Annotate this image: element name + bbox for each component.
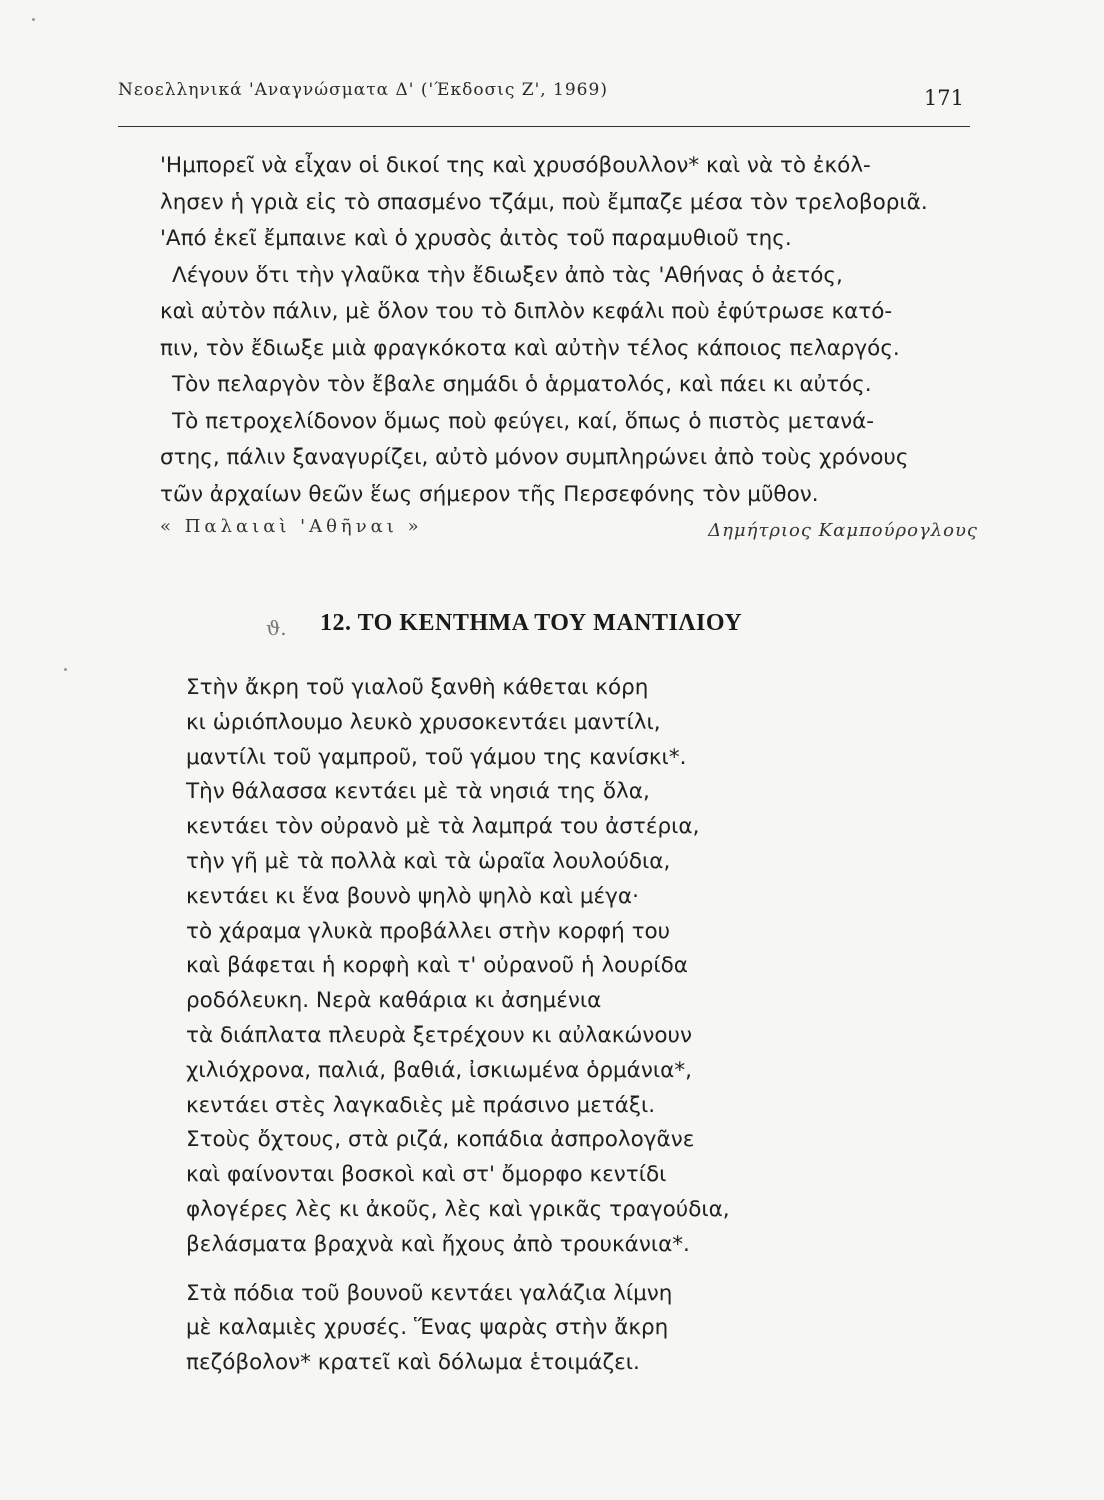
page-number: 171 [923, 86, 964, 110]
poem-verse: μὲ καλαμιὲς χρυσές. Ἕνας ψαρὰς στὴν ἄκρη [186, 1315, 669, 1341]
poem-verse: κεντάει κι ἕνα βουνὸ ψηλὸ ψηλὸ καὶ μέγα· [186, 883, 639, 909]
poem-verse: βελάσματα βραχνὰ καὶ ἤχους ἀπὸ τρουκάνια*. [186, 1231, 690, 1257]
prose-line: πιν, τὸν ἔδιωξε μιὰ φραγκόκοτα καὶ αὐτὴν τέλος κάποιος πελαργός. [160, 335, 900, 361]
page-header [118, 72, 970, 127]
poem-verse: κεντάει στὲς λαγκαδιὲς μὲ πράσινο μετάξι. [186, 1092, 656, 1118]
poem-verse: καὶ φαίνονται βοσκοὶ καὶ στ' ὄμορφο κεντίδι [186, 1162, 667, 1188]
prose-line: λησεν ἡ γριὰ εἰς τὸ σπασμένο τζάμι, ποὺ ἔμπαζε μέσα τὸν τρελοβοριᾶ. [160, 189, 928, 215]
source-citation [160, 516, 990, 546]
prose-line: Τὸ πετροχελίδονον ὅμως ποὺ φεύγει, καί, ὅπως ὁ πιστὸς μετανά- [172, 408, 875, 434]
prose-line: 'Ημπορεῖ νὰ εἶχαν οἱ δικοί της καὶ χρυσόβουλλον* καὶ νὰ τὸ ἐκόλ- [160, 153, 871, 178]
prose-line: Λέγουν ὅτι τὴν γλαῦκα τὴν ἔδιωξεν ἀπὸ τὰς 'Αθήνας ὁ ἀετός, [172, 262, 843, 288]
prose-line: τῶν ἀρχαίων θεῶν ἕως σήμερον τῆς Περσεφόνης τὸν μῦθον. [160, 481, 819, 507]
prose-line: 'Από ἐκεῖ ἔμπαινε καὶ ὁ χρυσὸς ἀιτὸς τοῦ παραμυθιοῦ της. [160, 226, 792, 251]
poem-verse: τὰ διάπλατα πλευρὰ ξετρέχουν κι αὐλακώνουν [186, 1022, 692, 1048]
prose-passage [160, 148, 990, 513]
poem-verse: ροδόλευκη. Νερὰ καθάρια κι ἀσημένια [186, 988, 602, 1014]
prose-line: στης, πάλιν ξαναγυρίζει, αὐτὸ μόνον συμπληρώνει ἀπὸ τοὺς χρόνους [160, 445, 909, 470]
running-title: Νεοελληνικά 'Αναγνώσματα Δ' ('Έκδοσις Ζ', 1969) [118, 80, 608, 100]
poem-verse: πεζόβολον* κρατεῖ καὶ δόλωμα ἑτοιμάζει. [186, 1350, 640, 1376]
section-heading: 12. ΤΟ ΚΕΝΤΗΜΑ ΤΟΥ ΜΑΝΤΙΛΙΟΥ [320, 610, 743, 636]
poem-verse: Στὴν ἄκρη τοῦ γιαλοῦ ξανθὴ κάθεται κόρη [186, 675, 649, 700]
handwritten-mark: ϑ. [266, 616, 287, 640]
poem-verse: Στοὺς ὄχτους, στὰ ριζά, κοπάδια ἀσπρολογᾶνε [186, 1127, 695, 1153]
poem-verse: φλογέρες λὲς κι ἀκοῦς, λὲς καὶ γρικᾶς τραγούδια, [186, 1196, 730, 1222]
poem-verse: κεντάει τὸν οὐρανὸ μὲ τὰ λαμπρά του ἀστέρια, [186, 814, 700, 840]
poem-verse: μαντίλι τοῦ γαμπροῦ, τοῦ γάμου της κανίσκι*. [186, 744, 687, 770]
source-author: Δημήτριος Καμπούρογλους [708, 520, 978, 541]
source-work-title: « Παλαιαὶ 'Αθῆναι » [160, 516, 423, 537]
poem-verse: Στὰ πόδια τοῦ βουνοῦ κεντάει γαλάζια λίμνη [186, 1280, 673, 1306]
stanza-break [186, 1263, 986, 1277]
poem-verse: κι ὡριόπλουμο λευκὸ χρυσοκεντάει μαντίλι, [186, 709, 661, 735]
poem-verse: τὸ χάραμα γλυκὰ προβάλλει στὴν κορφή του [186, 918, 671, 944]
prose-line: Τὸν πελαργὸν τὸν ἔβαλε σημάδι ὁ ἁρματολός, καὶ πάει κι αὐτός. [172, 372, 872, 397]
poem-verse: καὶ βάφεται ἡ κορφὴ καὶ τ' οὐρανοῦ ἡ λουρίδα [186, 953, 688, 979]
prose-line: καὶ αὐτὸν πάλιν, μὲ ὅλον του τὸ διπλὸν κεφάλι ποὺ ἐφύτρωσε κατό- [160, 299, 893, 324]
poem-verse: τὴν γῆ μὲ τὰ πολλὰ καὶ τὰ ὡραῖα λουλούδια, [186, 848, 671, 874]
poem [186, 671, 986, 1381]
poem-verse: χιλιόχρονα, παλιά, βαθιά, ἰσκιωμένα ὁρμάνια*, [186, 1057, 692, 1083]
poem-verse: Τὴν θάλασσα κεντάει μὲ τὰ νησιά της ὅλα, [186, 779, 650, 805]
paper-speck [64, 668, 67, 671]
paper-speck [32, 18, 35, 21]
